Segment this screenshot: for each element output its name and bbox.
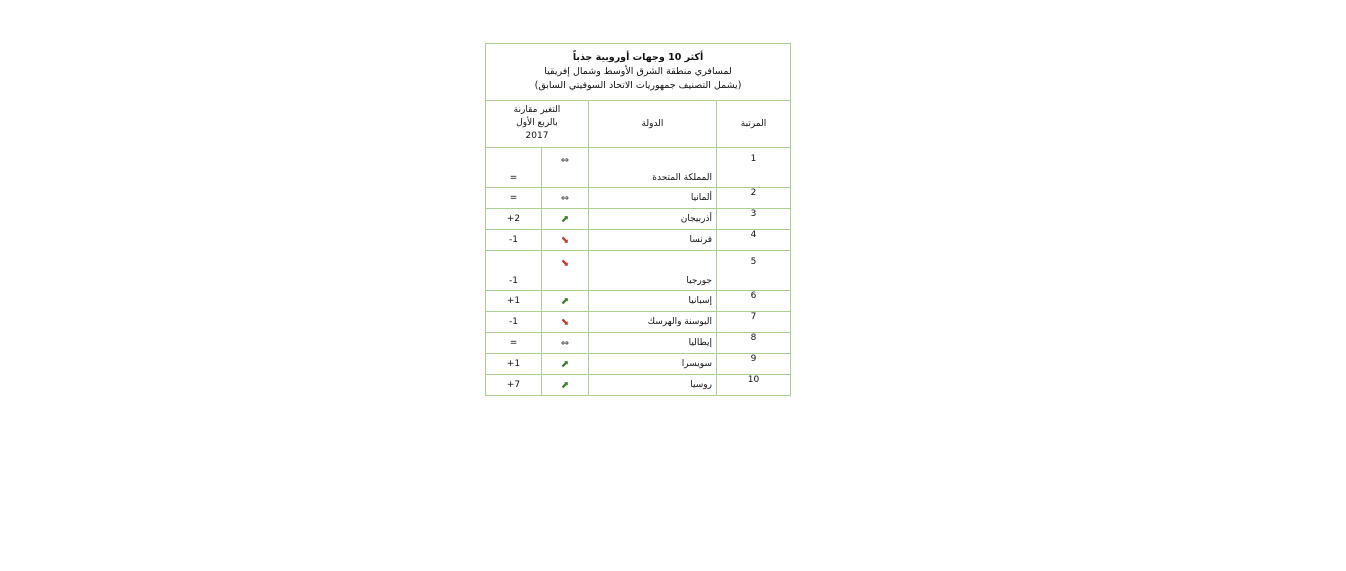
- table-row: [486, 209, 791, 230]
- trend-equal-icon: ⇔: [560, 155, 570, 166]
- trend-cell: [542, 375, 589, 396]
- change-value: +1: [486, 354, 542, 375]
- country-name: أذربيجان: [589, 209, 717, 230]
- change-value: +1: [486, 291, 542, 312]
- header-change-line-2: بالربع الأول: [516, 118, 558, 128]
- change-value: +2: [486, 209, 542, 230]
- table-row: [486, 148, 791, 188]
- header-rank: المرتبة: [717, 101, 791, 148]
- header-change-line-3: 2017: [525, 131, 549, 141]
- table-row: [486, 291, 791, 312]
- country-name: إيطاليا: [589, 333, 717, 354]
- trend-cell: [542, 230, 589, 251]
- trend-cell: [542, 291, 589, 312]
- country-name: البوسنة والهرسك: [589, 312, 717, 333]
- rank-number: 8: [717, 333, 791, 354]
- rank-number: 5: [717, 251, 791, 291]
- table-row: [486, 333, 791, 354]
- change-value: =: [486, 148, 542, 188]
- title-line-2: لمسافري منطقة الشرق الأوسط وشمال إفريقيا: [544, 66, 732, 77]
- change-value: -1: [486, 251, 542, 291]
- table-row: [486, 354, 791, 375]
- country-name: جورجيا: [589, 251, 717, 291]
- trend-down-icon: ⬊: [560, 316, 570, 328]
- country-name: سويسرا: [589, 354, 717, 375]
- trend-cell: [542, 312, 589, 333]
- rank-number: 7: [717, 312, 791, 333]
- table-row: [486, 188, 791, 209]
- table-row: [486, 312, 791, 333]
- header-row: [486, 101, 791, 148]
- trend-cell: [542, 188, 589, 209]
- trend-cell: [542, 209, 589, 230]
- rank-number: 2: [717, 188, 791, 209]
- rank-number: 4: [717, 230, 791, 251]
- trend-down-icon: ⬊: [560, 258, 570, 269]
- rank-number: 10: [717, 375, 791, 396]
- change-value: -1: [486, 230, 542, 251]
- trend-cell: [542, 251, 589, 291]
- trend-up-icon: ⬈: [560, 213, 570, 225]
- country-name: ألمانيا: [589, 188, 717, 209]
- change-value: -1: [486, 312, 542, 333]
- change-value: +7: [486, 375, 542, 396]
- country-name: فرنسا: [589, 230, 717, 251]
- trend-up-icon: ⬈: [560, 379, 570, 391]
- table-row: [486, 375, 791, 396]
- change-value: =: [486, 188, 542, 209]
- trend-cell: [542, 354, 589, 375]
- rank-number: 1: [717, 148, 791, 188]
- header-change: [486, 101, 589, 148]
- country-name: إسبانيا: [589, 291, 717, 312]
- title-line-3: (يشمل التصنيف جمهوريات الاتحاد السوفيتي السابق): [534, 80, 742, 91]
- table-row: [486, 230, 791, 251]
- trend-cell: [542, 148, 589, 188]
- table-title: [486, 44, 791, 101]
- trend-down-icon: ⬊: [560, 234, 570, 246]
- change-value: =: [486, 333, 542, 354]
- destinations-table: [485, 43, 791, 396]
- title-line-1: أكثر 10 وجهات أوروبية جذباً: [572, 52, 704, 63]
- country-name: المملكة المتحدة: [589, 148, 717, 188]
- trend-equal-icon: ⇔: [560, 192, 570, 204]
- header-change-line-1: التغير مقارنة: [513, 105, 561, 115]
- rank-number: 6: [717, 291, 791, 312]
- trend-up-icon: ⬈: [560, 358, 570, 370]
- trend-equal-icon: ⇔: [560, 337, 570, 349]
- rank-number: 3: [717, 209, 791, 230]
- country-name: روسيا: [589, 375, 717, 396]
- trend-up-icon: ⬈: [560, 295, 570, 307]
- rank-number: 9: [717, 354, 791, 375]
- header-country: الدولة: [589, 101, 717, 148]
- table-row: [486, 251, 791, 291]
- trend-cell: [542, 333, 589, 354]
